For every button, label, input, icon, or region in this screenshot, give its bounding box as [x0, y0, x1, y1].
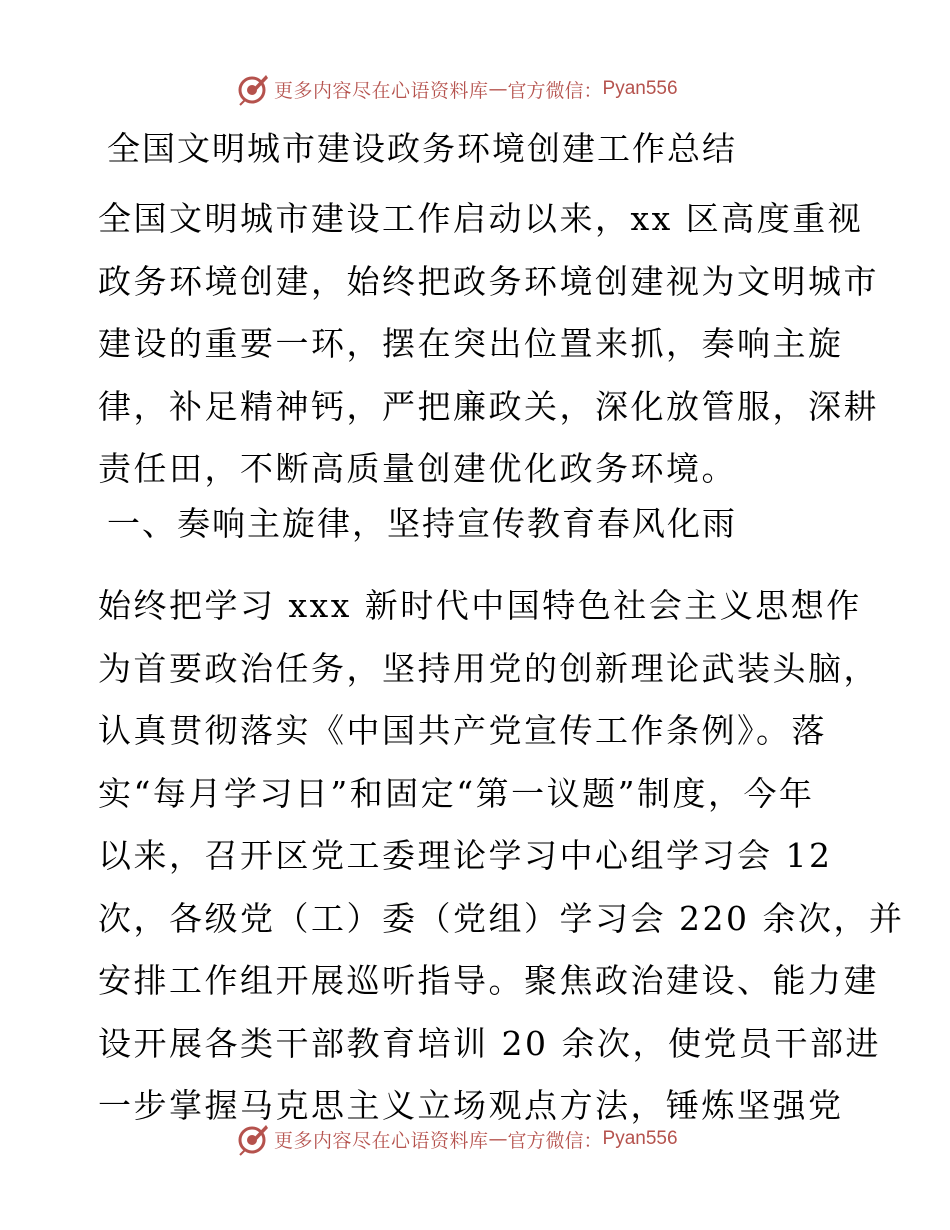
watermark-wechat-id: Pyan556	[602, 1128, 678, 1149]
paragraph-line: 设开展各类干部教育培训 20 余次，使党员干部进	[98, 1023, 881, 1063]
paragraph-line: 安排工作组开展巡听指导。聚焦政治建设、能力建	[98, 961, 879, 1000]
paragraph-line: 以来，召开区党工委理论学习中心组学习会 12	[98, 836, 833, 875]
paragraph-line: 建设的重要一环，摆在突出位置来抓，奏响主旋	[98, 324, 844, 363]
watermark-content	[236, 72, 678, 106]
watermark-footer	[0, 1120, 950, 1160]
watermark-header	[0, 70, 950, 110]
watermark-wechat-label: 官方微信：	[507, 79, 603, 102]
watermark-content	[236, 1122, 678, 1156]
watermark-brand-text: 更多内容尽在心语资料库	[274, 79, 489, 102]
paragraph-line: 政务环境创建，始终把政务环境创建视为文明城市	[98, 261, 879, 301]
quill-pen-logo-icon	[236, 72, 270, 106]
paragraph-line: 实“每月学习日”和固定“第一议题”制度，今年	[98, 773, 815, 813]
watermark-dash: —	[488, 1128, 508, 1150]
watermark-wechat-label: 官方微信：	[507, 1129, 603, 1152]
paragraph-line: 认真贯彻落实《中国共产党宣传工作条例》。落	[98, 711, 827, 750]
document-title: 全国文明城市建设政务环境创建工作总结	[107, 129, 737, 168]
quill-pen-logo-icon	[236, 1122, 270, 1156]
paragraph-line: 为首要政治任务，坚持用党的创新理论武装头脑，	[98, 648, 879, 688]
watermark-brand-text: 更多内容尽在心语资料库	[274, 1129, 489, 1152]
watermark-wechat-id: Pyan556	[602, 78, 678, 99]
paragraph-line: 次，各级党（工）委（党组）学习会 220 余次，并	[98, 898, 905, 938]
paragraph-line: 一步掌握马克思主义立场观点方法，锤炼坚强党	[98, 1086, 844, 1125]
paragraph-line: 全国文明城市建设工作启动以来，xx 区高度重视	[98, 199, 864, 238]
paragraph-line: 始终把学习 xxx 新时代中国特色社会主义思想作	[98, 586, 862, 625]
intro-paragraph	[98, 188, 879, 501]
watermark-dash: —	[488, 78, 508, 100]
paragraph-line: 律，补足精神钙，严把廉政关，深化放管服，深耕	[98, 386, 879, 426]
section-heading: 一、奏响主旋律，坚持宣传教育春风化雨	[107, 504, 737, 543]
paragraph-line: 责任田，不断高质量创建优化政务环境。	[98, 449, 737, 488]
section-paragraph	[98, 575, 905, 1138]
